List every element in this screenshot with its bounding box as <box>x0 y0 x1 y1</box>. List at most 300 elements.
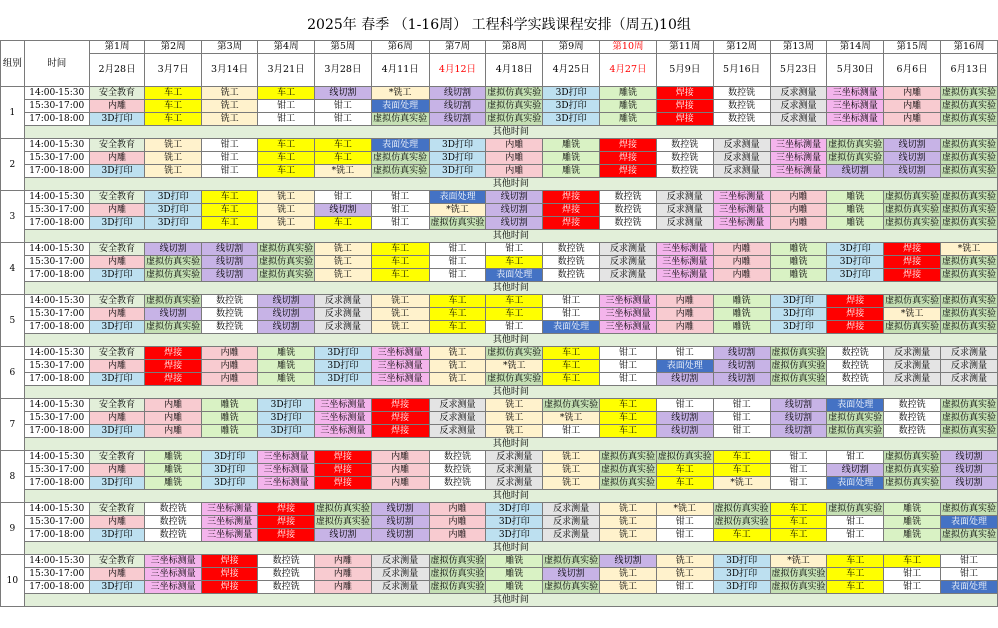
schedule-cell: 钳工 <box>770 477 827 490</box>
schedule-cell: 虚拟仿真实验 <box>430 218 485 228</box>
schedule-cell: 焊接 <box>145 360 202 373</box>
schedule-cell: 虚拟仿真实验 <box>259 257 314 267</box>
schedule-cell: 线切割 <box>314 204 371 217</box>
schedule-cell: 铣工 <box>600 529 657 542</box>
schedule-cell: 反求测量 <box>656 191 713 204</box>
schedule-cell: 线切割 <box>486 217 543 230</box>
schedule-cell: 虚拟仿真实验 <box>942 504 997 514</box>
schedule-cell: 线切割 <box>202 269 258 282</box>
schedule-cell: 3D打印 <box>89 113 144 126</box>
other-time-row <box>1 334 998 347</box>
schedule-cell: 虚拟仿真实验 <box>373 166 428 176</box>
schedule-cell: 钳工 <box>713 425 770 438</box>
other-time-label: 其他时间 <box>24 334 997 347</box>
other-time-label: 其他时间 <box>24 542 997 555</box>
schedule-cell: 钳工 <box>656 516 713 529</box>
schedule-cell: 安全教育 <box>89 139 144 152</box>
schedule-cell: 3D打印 <box>770 321 827 334</box>
schedule-cell: 铣工 <box>600 568 657 581</box>
schedule-cell: *铣工 <box>884 308 941 321</box>
schedule-cell: 内雕 <box>89 464 144 477</box>
week-header: 第15周 <box>884 41 941 54</box>
schedule-cell: 虚拟仿真实验 <box>544 400 599 410</box>
schedule-cell: *铣工 <box>713 477 770 490</box>
table-row <box>1 87 998 100</box>
schedule-cell: 内雕 <box>656 295 713 308</box>
schedule-cell: 线切割 <box>941 477 998 490</box>
schedule-cell: 车工 <box>827 581 884 594</box>
schedule-cell: 虚拟仿真实验 <box>885 465 940 475</box>
date-header: 5月23日 <box>770 54 827 87</box>
schedule-cell: *铣工 <box>656 503 713 516</box>
table-row <box>1 412 998 425</box>
time-slot: 15:30-17:00 <box>24 152 89 165</box>
schedule-cell: 虚拟仿真实验 <box>657 452 712 462</box>
schedule-cell: 焊接 <box>258 516 315 529</box>
schedule-cell: 线切割 <box>827 464 884 477</box>
schedule-cell: 铣工 <box>145 152 202 165</box>
table-row <box>1 347 998 360</box>
group-number: 10 <box>1 555 25 607</box>
schedule-cell: 虚拟仿真实验 <box>942 309 997 319</box>
header-date-row <box>1 54 998 87</box>
schedule-cell: 雕铣 <box>884 529 941 542</box>
schedule-cell: 虚拟仿真实验 <box>487 348 542 358</box>
schedule-cell: 内雕 <box>429 503 486 516</box>
other-time-row <box>1 230 998 243</box>
schedule-cell: 雕铣 <box>827 204 884 217</box>
table-row <box>1 191 998 204</box>
date-header: 5月9日 <box>656 54 713 87</box>
schedule-cell: 铣工 <box>429 373 486 386</box>
schedule-cell: 钳工 <box>486 243 543 256</box>
schedule-cell: 反求测量 <box>371 568 429 581</box>
schedule-cell: 三坐标测量 <box>827 87 884 100</box>
date-header: 3月21日 <box>258 54 315 87</box>
group-number: 3 <box>1 191 25 243</box>
schedule-cell: 3D打印 <box>89 217 144 230</box>
schedule-cell: 钳工 <box>656 529 713 542</box>
schedule-cell: 雕铣 <box>486 568 543 581</box>
table-row <box>1 360 998 373</box>
table-row <box>1 464 998 477</box>
schedule-cell: 安全教育 <box>89 243 144 256</box>
table-row <box>1 529 998 542</box>
time-slot: 14:00-15:30 <box>24 555 89 568</box>
time-slot: 17:00-18:00 <box>24 269 89 282</box>
schedule-cell: 3D打印 <box>145 217 202 230</box>
schedule-cell: 线切割 <box>486 191 543 204</box>
schedule-cell: 车工 <box>770 503 827 516</box>
schedule-cell: 内雕 <box>145 412 202 425</box>
schedule-cell: 安全教育 <box>89 399 144 412</box>
schedule-cell: 铣工 <box>429 347 486 360</box>
schedule-cell: 车工 <box>145 87 202 100</box>
schedule-cell: 车工 <box>371 256 429 269</box>
schedule-cell: 反求测量 <box>600 256 657 269</box>
schedule-cell: 三坐标测量 <box>258 464 315 477</box>
schedule-cell: 钳工 <box>656 347 713 360</box>
date-header: 4月25日 <box>543 54 600 87</box>
schedule-cell: 虚拟仿真实验 <box>487 114 542 124</box>
date-header: 4月27日 <box>600 54 657 87</box>
schedule-cell: 数控铣 <box>656 165 713 178</box>
schedule-cell: 雕铣 <box>713 321 770 334</box>
schedule-cell: 内雕 <box>89 100 144 113</box>
schedule-cell: 铣工 <box>314 243 371 256</box>
schedule-cell: 钳工 <box>202 152 258 165</box>
schedule-cell: 铣工 <box>600 581 657 594</box>
other-time-label: 其他时间 <box>24 386 997 399</box>
schedule-cell: 线切割 <box>371 516 429 529</box>
schedule-cell: 3D打印 <box>202 464 258 477</box>
schedule-cell: 线切割 <box>314 87 371 100</box>
week-header: 第13周 <box>770 41 827 54</box>
schedule-cell: 虚拟仿真实验 <box>828 504 883 514</box>
schedule-cell: 虚拟仿真实验 <box>430 582 485 592</box>
schedule-cell: 雕铣 <box>486 555 543 568</box>
schedule-cell: 反求测量 <box>600 269 657 282</box>
schedule-cell: 三坐标测量 <box>314 425 371 438</box>
schedule-cell: 焊接 <box>202 568 258 581</box>
schedule-cell: 钳工 <box>371 217 429 230</box>
schedule-cell: 雕铣 <box>827 191 884 204</box>
schedule-cell: 虚拟仿真实验 <box>487 88 542 98</box>
schedule-cell: 雕铣 <box>600 87 657 100</box>
time-slot: 14:00-15:30 <box>24 191 89 204</box>
schedule-cell: 内雕 <box>770 191 827 204</box>
schedule-cell: 反求测量 <box>770 100 827 113</box>
schedule-cell: 数控铣 <box>600 217 657 230</box>
schedule-cell: 内雕 <box>202 373 258 386</box>
schedule-cell: 铣工 <box>486 425 543 438</box>
schedule-cell: 车工 <box>827 555 884 568</box>
schedule-cell: 数控铣 <box>827 360 884 373</box>
table-row <box>1 451 998 464</box>
schedule-cell: 表面处理 <box>941 581 998 594</box>
schedule-cell: 反求测量 <box>486 451 543 464</box>
schedule-cell: 车工 <box>429 295 486 308</box>
schedule-cell: 车工 <box>202 191 258 204</box>
schedule-cell: 数控铣 <box>884 425 941 438</box>
table-row <box>1 555 998 568</box>
schedule-table <box>0 40 998 607</box>
schedule-cell: 虚拟仿真实验 <box>942 218 997 228</box>
schedule-cell: 反求测量 <box>713 139 770 152</box>
time-slot: 14:00-15:30 <box>24 139 89 152</box>
schedule-cell: 反求测量 <box>543 529 600 542</box>
schedule-cell: 车工 <box>770 529 827 542</box>
schedule-cell: 虚拟仿真实验 <box>942 270 997 280</box>
schedule-cell: 铣工 <box>600 516 657 529</box>
schedule-cell: 虚拟仿真实验 <box>828 140 883 150</box>
schedule-cell: 内雕 <box>770 217 827 230</box>
schedule-cell: 3D打印 <box>770 295 827 308</box>
schedule-cell: 数控铣 <box>827 347 884 360</box>
schedule-cell: 反求测量 <box>543 503 600 516</box>
schedule-cell: 三坐标测量 <box>713 191 770 204</box>
schedule-cell: *铣工 <box>371 87 429 100</box>
schedule-cell: 三坐标测量 <box>145 581 202 594</box>
group-number: 8 <box>1 451 25 503</box>
time-slot: 17:00-18:00 <box>24 217 89 230</box>
schedule-cell: 内雕 <box>371 451 429 464</box>
schedule-cell: 三坐标测量 <box>770 165 827 178</box>
schedule-cell: 三坐标测量 <box>371 347 429 360</box>
table-row <box>1 308 998 321</box>
schedule-cell: 虚拟仿真实验 <box>544 556 599 566</box>
schedule-cell: 车工 <box>371 243 429 256</box>
date-header: 4月18日 <box>486 54 543 87</box>
schedule-cell: 内雕 <box>429 529 486 542</box>
schedule-cell: 焊接 <box>656 87 713 100</box>
schedule-cell: *铣工 <box>543 412 600 425</box>
schedule-cell: 反求测量 <box>314 308 371 321</box>
table-row <box>1 204 998 217</box>
schedule-cell: 雕铣 <box>543 139 600 152</box>
schedule-cell: 内雕 <box>656 321 713 334</box>
schedule-cell: 虚拟仿真实验 <box>942 153 997 163</box>
schedule-cell: 3D打印 <box>89 373 144 386</box>
schedule-cell: 焊接 <box>145 347 202 360</box>
schedule-cell: 数控铣 <box>202 308 258 321</box>
schedule-cell: 雕铣 <box>258 373 315 386</box>
week-header: 第11周 <box>656 41 713 54</box>
group-number: 1 <box>1 87 25 139</box>
schedule-cell: 数控铣 <box>656 152 713 165</box>
schedule-cell: 焊接 <box>314 464 371 477</box>
schedule-cell: 虚拟仿真实验 <box>942 88 997 98</box>
schedule-cell: 数控铣 <box>145 516 202 529</box>
schedule-cell: 线切割 <box>884 152 941 165</box>
schedule-cell: 反求测量 <box>371 555 429 568</box>
schedule-cell: 虚拟仿真实验 <box>373 114 428 124</box>
schedule-cell: 三坐标测量 <box>202 516 258 529</box>
table-row <box>1 243 998 256</box>
schedule-cell: 线切割 <box>770 412 827 425</box>
schedule-cell: 数控铣 <box>202 321 258 334</box>
other-time-label: 其他时间 <box>24 490 997 503</box>
schedule-cell: 线切割 <box>371 529 429 542</box>
schedule-cell: 虚拟仿真实验 <box>942 413 997 423</box>
schedule-cell: 雕铣 <box>884 503 941 516</box>
schedule-cell: 三坐标测量 <box>656 243 713 256</box>
schedule-cell: 铣工 <box>202 87 258 100</box>
schedule-cell: 虚拟仿真实验 <box>885 296 940 306</box>
schedule-cell: 钳工 <box>258 113 315 126</box>
time-slot: 14:00-15:30 <box>24 503 89 516</box>
schedule-cell: 焊接 <box>600 165 657 178</box>
schedule-cell: 线切割 <box>429 100 486 113</box>
schedule-cell: 虚拟仿真实验 <box>430 569 485 579</box>
schedule-cell: 三坐标测量 <box>656 269 713 282</box>
group-number: 4 <box>1 243 25 295</box>
schedule-cell: 雕铣 <box>770 269 827 282</box>
table-row <box>1 568 998 581</box>
schedule-cell: 虚拟仿真实验 <box>146 257 201 267</box>
schedule-cell: 安全教育 <box>89 295 144 308</box>
schedule-cell: 三坐标测量 <box>145 568 202 581</box>
schedule-cell: 数控铣 <box>713 113 770 126</box>
schedule-cell: 铣工 <box>145 165 202 178</box>
schedule-cell: 内雕 <box>202 347 258 360</box>
time-slot: 17:00-18:00 <box>24 321 89 334</box>
schedule-cell: 三坐标测量 <box>713 217 770 230</box>
table-row <box>1 113 998 126</box>
schedule-cell: 反求测量 <box>770 87 827 100</box>
schedule-cell: 反求测量 <box>884 347 941 360</box>
other-time-label: 其他时间 <box>24 282 997 295</box>
group-number: 7 <box>1 399 25 451</box>
week-header: 第9周 <box>543 41 600 54</box>
schedule-cell: 线切割 <box>258 321 315 334</box>
schedule-cell: 雕铣 <box>258 347 315 360</box>
schedule-cell: 内雕 <box>656 308 713 321</box>
other-time-row <box>1 438 998 451</box>
schedule-cell: 反求测量 <box>543 516 600 529</box>
schedule-cell: 铣工 <box>314 256 371 269</box>
schedule-cell: 雕铣 <box>884 516 941 529</box>
schedule-cell: 虚拟仿真实验 <box>259 270 314 280</box>
time-slot: 14:00-15:30 <box>24 295 89 308</box>
schedule-cell: 数控铣 <box>429 451 486 464</box>
schedule-cell: 虚拟仿真实验 <box>430 556 485 566</box>
schedule-cell: 3D打印 <box>145 191 202 204</box>
schedule-cell: 3D打印 <box>486 503 543 516</box>
week-header: 第8周 <box>486 41 543 54</box>
date-header: 5月16日 <box>713 54 770 87</box>
schedule-cell: 车工 <box>656 477 713 490</box>
schedule-cell: 数控铣 <box>258 581 315 594</box>
schedule-cell: 内雕 <box>429 516 486 529</box>
schedule-cell: 车工 <box>258 152 315 165</box>
schedule-cell: 安全教育 <box>89 503 144 516</box>
schedule-cell: *铣工 <box>770 555 827 568</box>
schedule-cell: 钳工 <box>713 399 770 412</box>
schedule-cell: 车工 <box>314 139 371 152</box>
schedule-cell: 虚拟仿真实验 <box>487 101 542 111</box>
date-header: 2月28日 <box>89 54 144 87</box>
schedule-cell: 钳工 <box>713 412 770 425</box>
schedule-cell: 内雕 <box>486 165 543 178</box>
schedule-cell: 铣工 <box>371 308 429 321</box>
schedule-cell: 三坐标测量 <box>202 503 258 516</box>
schedule-cell: 雕铣 <box>600 113 657 126</box>
schedule-cell: 车工 <box>600 425 657 438</box>
schedule-cell: 3D打印 <box>543 113 600 126</box>
schedule-cell: 钳工 <box>543 295 600 308</box>
time-slot: 17:00-18:00 <box>24 165 89 178</box>
schedule-cell: 三坐标测量 <box>770 152 827 165</box>
schedule-cell: 虚拟仿真实验 <box>544 582 599 592</box>
schedule-cell: 钳工 <box>202 139 258 152</box>
schedule-cell: 内雕 <box>89 256 144 269</box>
schedule-cell: 虚拟仿真实验 <box>487 374 542 384</box>
schedule-cell: 焊接 <box>314 477 371 490</box>
schedule-cell: 3D打印 <box>486 516 543 529</box>
schedule-cell: 雕铣 <box>145 451 202 464</box>
schedule-cell: 车工 <box>770 516 827 529</box>
date-header: 4月11日 <box>371 54 429 87</box>
date-header: 3月7日 <box>145 54 202 87</box>
schedule-cell: 安全教育 <box>89 555 144 568</box>
time-slot: 17:00-18:00 <box>24 373 89 386</box>
schedule-cell: 反求测量 <box>884 360 941 373</box>
schedule-cell: 焊接 <box>202 555 258 568</box>
schedule-cell: 雕铣 <box>145 477 202 490</box>
schedule-cell: 虚拟仿真实验 <box>828 413 883 423</box>
table-row <box>1 139 998 152</box>
schedule-cell: 雕铣 <box>145 464 202 477</box>
schedule-cell: 3D打印 <box>89 425 144 438</box>
schedule-cell: 线切割 <box>713 347 770 360</box>
schedule-cell: 内雕 <box>371 464 429 477</box>
schedule-cell: 焊接 <box>884 243 941 256</box>
schedule-cell: 表面处理 <box>827 399 884 412</box>
schedule-cell: 雕铣 <box>713 295 770 308</box>
schedule-cell: 钳工 <box>371 191 429 204</box>
schedule-cell: 钳工 <box>314 113 371 126</box>
time-slot: 15:30-17:00 <box>24 100 89 113</box>
schedule-cell: 虚拟仿真实验 <box>942 257 997 267</box>
schedule-cell: 虚拟仿真实验 <box>146 270 201 280</box>
schedule-cell: 3D打印 <box>314 360 371 373</box>
week-header: 第4周 <box>258 41 315 54</box>
schedule-cell: 反求测量 <box>884 373 941 386</box>
schedule-cell: 铣工 <box>600 503 657 516</box>
schedule-cell: 数控铣 <box>145 529 202 542</box>
schedule-cell: 三坐标测量 <box>827 100 884 113</box>
schedule-cell: 虚拟仿真实验 <box>942 101 997 111</box>
schedule-cell: 虚拟仿真实验 <box>259 244 314 254</box>
schedule-cell: 内雕 <box>371 477 429 490</box>
schedule-cell: 线切割 <box>656 373 713 386</box>
date-header: 6月13日 <box>941 54 998 87</box>
other-time-row <box>1 126 998 139</box>
schedule-cell: 表面处理 <box>543 321 600 334</box>
schedule-cell: 虚拟仿真实验 <box>828 426 883 436</box>
schedule-cell: 三坐标测量 <box>371 360 429 373</box>
schedule-cell: 车工 <box>600 399 657 412</box>
schedule-cell: 焊接 <box>656 100 713 113</box>
schedule-cell: 焊接 <box>371 425 429 438</box>
schedule-cell: 钳工 <box>770 464 827 477</box>
schedule-cell: 3D打印 <box>314 373 371 386</box>
schedule-cell: 焊接 <box>371 412 429 425</box>
schedule-cell: 3D打印 <box>89 477 144 490</box>
schedule-cell: 虚拟仿真实验 <box>771 374 826 384</box>
schedule-cell: 数控铣 <box>543 269 600 282</box>
schedule-cell: 虚拟仿真实验 <box>771 569 826 579</box>
schedule-cell: 焊接 <box>827 295 884 308</box>
schedule-cell: 钳工 <box>827 516 884 529</box>
schedule-cell: 虚拟仿真实验 <box>885 478 940 488</box>
schedule-cell: 3D打印 <box>429 165 486 178</box>
schedule-cell: 3D打印 <box>314 347 371 360</box>
schedule-cell: 表面处理 <box>486 269 543 282</box>
schedule-cell: 三坐标测量 <box>258 451 315 464</box>
schedule-cell: 内雕 <box>713 243 770 256</box>
schedule-cell: 反求测量 <box>429 399 486 412</box>
schedule-cell: 铣工 <box>371 321 429 334</box>
schedule-cell: 三坐标测量 <box>600 295 657 308</box>
other-time-row <box>1 282 998 295</box>
schedule-cell: 3D打印 <box>827 243 884 256</box>
schedule-cell: 内雕 <box>89 204 144 217</box>
schedule-cell: 线切割 <box>713 360 770 373</box>
schedule-cell: *铣工 <box>941 243 998 256</box>
schedule-cell: 焊接 <box>543 217 600 230</box>
